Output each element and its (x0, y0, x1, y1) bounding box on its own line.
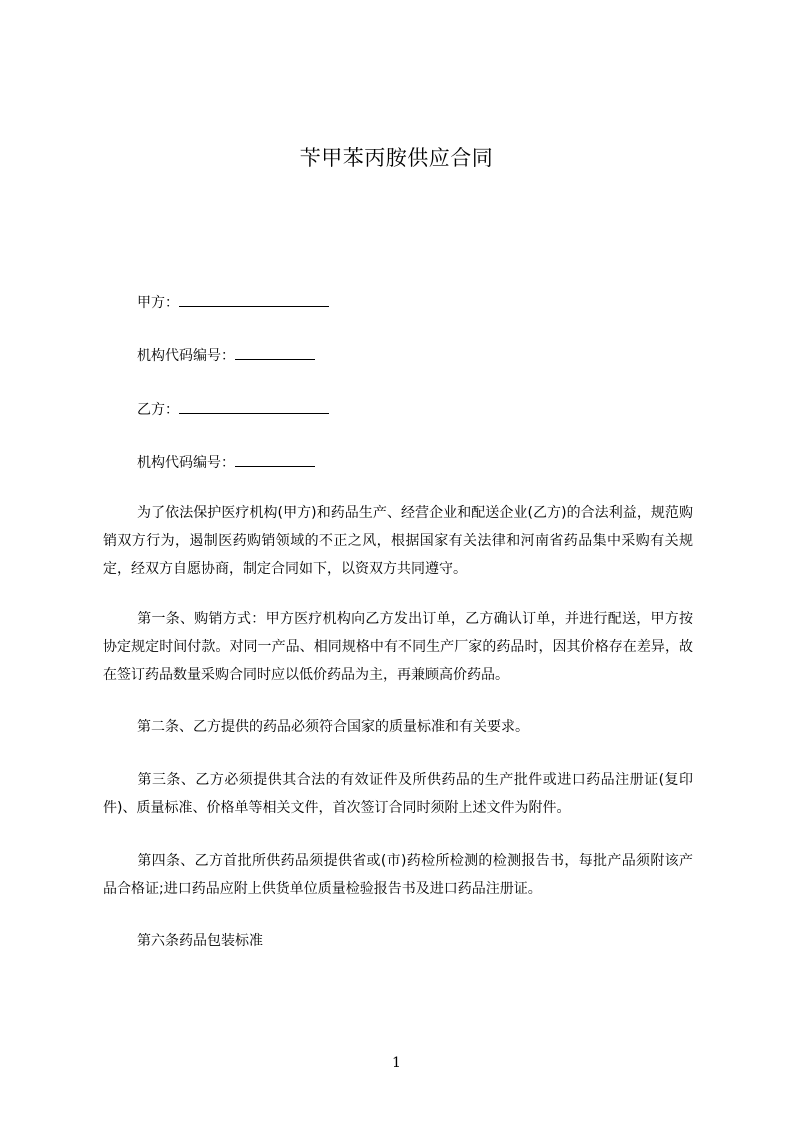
article-4-text: 第四条、乙方首批所供药品须提供省或(市)药检所检测的检测报告书，每批产品须附该产品合格证;进口药品应附上供货单位质量检验报告书及进口药品注册证。 (103, 853, 693, 897)
party-b-org-code-label: 机构代码编号： (137, 455, 235, 471)
document-title: 苄甲苯丙胺供应合同 (299, 146, 494, 170)
party-a-label: 甲方： (137, 295, 179, 311)
party-a-blank[interactable] (179, 291, 329, 307)
article-3-paragraph (103, 766, 693, 822)
article-3-text: 第三条、乙方必须提供其合法的有效证件及所供药品的生产批件或进口药品注册证(复印件)、质量标准、价格单等相关文件，首次签订合同时须附上述文件为附件。 (103, 772, 693, 816)
party-b-field (137, 398, 329, 420)
party-a-org-code-field (137, 344, 315, 366)
party-b-label: 乙方： (137, 402, 179, 418)
article-6-text: 第六条药品包装标准 (137, 933, 263, 949)
party-a-org-code-blank[interactable] (235, 344, 315, 360)
article-1-text: 第一条、购销方式：甲方医疗机构向乙方发出订单，乙方确认订单，并进行配送，甲方按协定规定时间付款。对同一产品、相同规格中有不同生产厂家的药品时，因其价格存在差异，故在签订药品数量采购合同时应以低价药品为主，再兼顾高价药品。 (103, 611, 693, 683)
article-6-heading (103, 927, 693, 955)
party-a-org-code-label: 机构代码编号： (137, 348, 235, 364)
preamble-paragraph (103, 499, 693, 583)
party-b-org-code-field (137, 451, 315, 473)
article-4-paragraph (103, 847, 693, 903)
party-b-org-code-blank[interactable] (235, 451, 315, 467)
article-2-paragraph (103, 713, 693, 741)
preamble-text: 为了依法保护医疗机构(甲方)和药品生产、经营企业和配送企业(乙方)的合法利益，规范购销双方行为，遏制医药购销领域的不正之风，根据国家有关法律和河南省药品集中采购有关规定，经双方自愿协商，制定合同如下，以资双方共同遵守。 (103, 505, 693, 577)
party-a-field (137, 291, 329, 313)
article-2-text: 第二条、乙方提供的药品必须符合国家的质量标准和有关要求。 (137, 719, 529, 735)
page-number: 1 (392, 1055, 401, 1071)
article-1-paragraph (103, 605, 693, 689)
party-b-blank[interactable] (179, 398, 329, 414)
